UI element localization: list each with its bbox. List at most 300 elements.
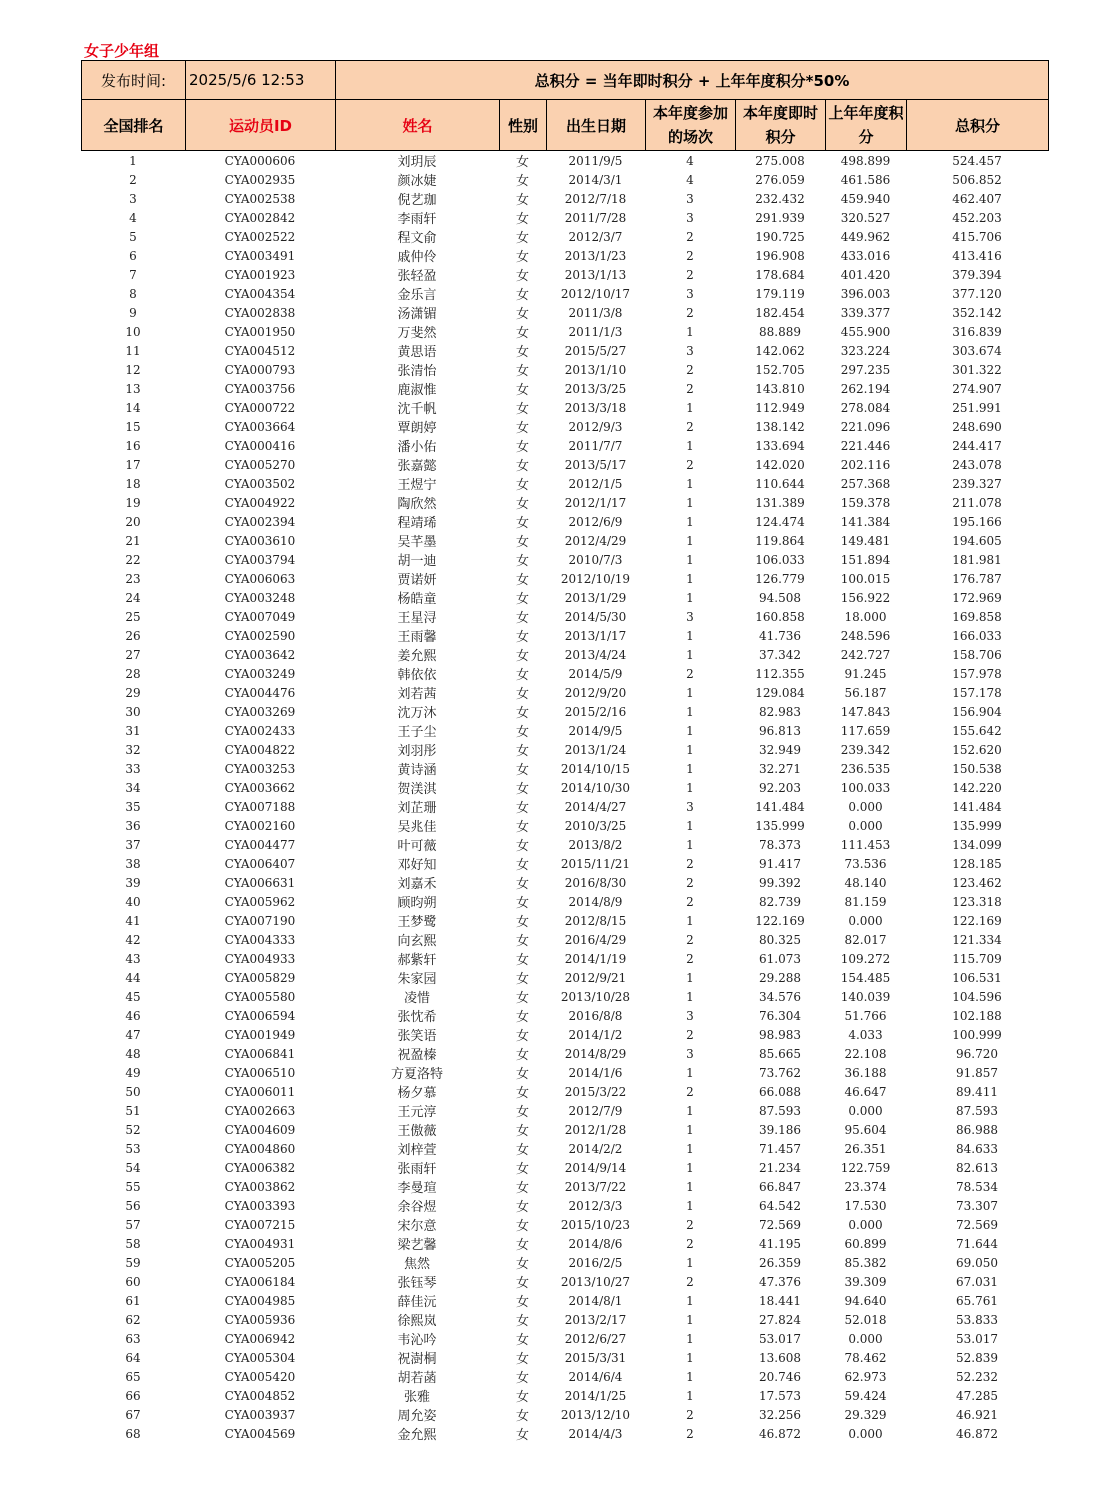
name-cell: 祝盈榛 — [397, 1048, 437, 1063]
athlete-id-cell: CYA002838 — [224, 305, 296, 320]
athlete-id-cell: CYA007215 — [224, 1217, 296, 1232]
rank-cell: 20 — [125, 514, 141, 529]
table-row — [81, 721, 1048, 740]
table-row — [81, 588, 1048, 607]
total-points-cell: 65.761 — [956, 1293, 998, 1308]
events-cell: 2 — [686, 1274, 694, 1289]
athlete-id-cell: CYA006011 — [224, 1084, 296, 1099]
table-row — [81, 1120, 1048, 1139]
last-year-points-cell: 141.384 — [840, 514, 891, 529]
birthdate-cell: 2015/10/23 — [560, 1217, 631, 1232]
birthdate-cell: 2015/5/27 — [564, 343, 627, 358]
birthdate-cell: 2014/5/9 — [568, 666, 623, 681]
current-points-cell: 119.864 — [755, 533, 805, 548]
gender-cell: 女 — [515, 288, 529, 303]
rank-cell: 32 — [125, 742, 141, 757]
gender-cell: 女 — [515, 934, 529, 949]
name-cell: 杨夕慕 — [397, 1086, 437, 1101]
total-points-cell: 211.078 — [952, 495, 1002, 510]
events-cell: 1 — [686, 533, 694, 548]
events-cell: 1 — [686, 723, 694, 738]
table-row — [81, 645, 1048, 664]
last-year-points-cell: 82.017 — [844, 932, 887, 947]
rank-cell: 31 — [125, 723, 141, 738]
birthdate-cell: 2011/9/5 — [568, 153, 623, 168]
last-year-points-cell: 26.351 — [844, 1141, 887, 1156]
birthdate-cell: 2013/8/2 — [568, 837, 623, 852]
name-cell: 张轻盈 — [397, 269, 437, 284]
name-cell: 汤潇镅 — [397, 307, 437, 322]
birthdate-cell: 2013/5/17 — [564, 457, 627, 472]
last-year-points-cell: 239.342 — [840, 742, 891, 757]
current-points-cell: 106.033 — [755, 552, 805, 567]
total-points-cell: 86.988 — [956, 1122, 998, 1137]
table-row — [81, 1367, 1048, 1386]
birthdate-cell: 2015/3/31 — [564, 1350, 627, 1365]
birthdate-cell: 2013/3/25 — [564, 381, 627, 396]
athlete-id-cell: CYA002663 — [224, 1103, 296, 1118]
athlete-id-cell: CYA004569 — [224, 1426, 296, 1441]
events-cell: 2 — [686, 932, 694, 947]
name-cell: 邓好知 — [397, 858, 437, 873]
name-cell: 王梦鹭 — [397, 915, 437, 930]
name-cell: 杨皓童 — [397, 592, 437, 607]
current-points-cell: 82.983 — [759, 704, 801, 719]
current-points-cell: 41.195 — [759, 1236, 801, 1251]
publish-label: 发布时间: — [82, 61, 186, 100]
rank-cell: 54 — [125, 1160, 141, 1175]
current-points-cell: 142.020 — [755, 457, 805, 472]
events-cell: 4 — [686, 153, 694, 168]
events-cell: 1 — [686, 571, 694, 586]
gender-cell: 女 — [515, 858, 529, 873]
rank-cell: 59 — [125, 1255, 141, 1270]
last-year-points-cell: 46.647 — [844, 1084, 887, 1099]
birthdate-cell: 2014/10/15 — [560, 761, 631, 776]
gender-cell: 女 — [515, 1105, 529, 1120]
total-points-cell: 91.857 — [956, 1065, 998, 1080]
rank-cell: 25 — [125, 609, 141, 624]
rank-cell: 53 — [125, 1141, 141, 1156]
last-year-points-cell: 62.973 — [844, 1369, 887, 1384]
total-points-cell: 67.031 — [956, 1274, 998, 1289]
rank-cell: 65 — [125, 1369, 141, 1384]
total-points-cell: 166.033 — [952, 628, 1002, 643]
col-header-name: 姓名 — [336, 100, 500, 151]
table-row — [81, 1196, 1048, 1215]
name-cell: 叶可薇 — [397, 839, 437, 854]
table-row — [81, 303, 1048, 322]
name-cell: 李曼瑄 — [397, 1181, 437, 1196]
name-cell: 余谷煜 — [397, 1200, 437, 1215]
events-cell: 3 — [686, 799, 694, 814]
events-cell: 1 — [686, 495, 694, 510]
athlete-id-cell: CYA002590 — [224, 628, 296, 643]
athlete-id-cell: CYA004333 — [224, 932, 296, 947]
name-cell: 顾昀朔 — [397, 896, 437, 911]
current-points-cell: 78.373 — [759, 837, 801, 852]
last-year-points-cell: 461.586 — [840, 172, 891, 187]
birthdate-cell: 2011/7/28 — [564, 210, 627, 225]
athlete-id-cell: CYA003642 — [224, 647, 296, 662]
athlete-id-cell: CYA004922 — [224, 495, 296, 510]
table-row — [81, 987, 1048, 1006]
last-year-points-cell: 433.016 — [840, 248, 891, 263]
table-row — [81, 607, 1048, 626]
gender-cell: 女 — [515, 1181, 529, 1196]
gender-cell: 女 — [515, 478, 529, 493]
athlete-id-cell: CYA006510 — [224, 1065, 296, 1080]
total-points-cell: 115.709 — [952, 951, 1002, 966]
table-row — [81, 1101, 1048, 1120]
table-row — [81, 1215, 1048, 1234]
total-points-cell: 316.839 — [952, 324, 1002, 339]
total-points-cell: 123.462 — [952, 875, 1002, 890]
last-year-points-cell: 0.000 — [848, 913, 883, 928]
current-points-cell: 178.684 — [755, 267, 805, 282]
total-points-cell: 379.394 — [952, 267, 1002, 282]
current-points-cell: 39.186 — [759, 1122, 801, 1137]
athlete-id-cell: CYA006942 — [224, 1331, 296, 1346]
total-points-cell: 352.142 — [952, 305, 1002, 320]
gender-cell: 女 — [515, 535, 529, 550]
current-points-cell: 66.847 — [759, 1179, 801, 1194]
gender-cell: 女 — [515, 1371, 529, 1386]
current-points-cell: 91.417 — [759, 856, 801, 871]
athlete-id-cell: CYA004931 — [224, 1236, 296, 1251]
table-row — [81, 151, 1048, 170]
gender-cell: 女 — [515, 953, 529, 968]
events-cell: 1 — [686, 590, 694, 605]
gender-cell: 女 — [515, 1352, 529, 1367]
birthdate-cell: 2012/10/17 — [560, 286, 631, 301]
table-row — [81, 360, 1048, 379]
col-header-total-points: 总积分 — [907, 100, 1049, 151]
events-cell: 1 — [686, 647, 694, 662]
gender-cell: 女 — [515, 668, 529, 683]
athlete-id-cell: CYA002935 — [224, 172, 296, 187]
last-year-points-cell: 159.378 — [840, 495, 891, 510]
athlete-id-cell: CYA007049 — [224, 609, 296, 624]
table-row — [81, 1044, 1048, 1063]
gender-cell: 女 — [515, 174, 529, 189]
total-points-cell: 274.907 — [952, 381, 1002, 396]
last-year-points-cell: 257.368 — [840, 476, 891, 491]
athlete-id-cell: CYA003248 — [224, 590, 296, 605]
birthdate-cell: 2014/1/6 — [568, 1065, 623, 1080]
total-points-cell: 106.531 — [952, 970, 1002, 985]
current-points-cell: 143.810 — [755, 381, 805, 396]
athlete-id-cell: CYA004860 — [224, 1141, 296, 1156]
name-cell: 陶欣然 — [397, 497, 437, 512]
rank-cell: 36 — [125, 818, 141, 833]
last-year-points-cell: 36.188 — [844, 1065, 887, 1080]
gender-cell: 女 — [515, 516, 529, 531]
birthdate-cell: 2011/3/8 — [568, 305, 623, 320]
table-row — [81, 911, 1048, 930]
table-row — [81, 1424, 1048, 1443]
col-header-birthdate: 出生日期 — [547, 100, 646, 151]
birthdate-cell: 2015/2/16 — [564, 704, 627, 719]
last-year-points-cell: 100.015 — [840, 571, 891, 586]
total-points-cell: 195.166 — [952, 514, 1002, 529]
rank-cell: 27 — [125, 647, 141, 662]
events-cell: 2 — [686, 894, 694, 909]
last-year-points-cell: 0.000 — [848, 1426, 883, 1441]
athlete-id-cell: CYA005420 — [224, 1369, 296, 1384]
events-cell: 3 — [686, 210, 694, 225]
total-points-cell: 52.232 — [956, 1369, 998, 1384]
birthdate-cell: 2013/4/24 — [564, 647, 627, 662]
gender-cell: 女 — [515, 193, 529, 208]
last-year-points-cell: 151.894 — [840, 552, 891, 567]
table-row — [81, 189, 1048, 208]
last-year-points-cell: 449.962 — [840, 229, 891, 244]
name-cell: 张嘉懿 — [397, 459, 437, 474]
total-points-cell: 102.188 — [952, 1008, 1002, 1023]
total-points-cell: 47.285 — [956, 1388, 998, 1403]
name-cell: 倪艺珈 — [397, 193, 437, 208]
last-year-points-cell: 100.033 — [840, 780, 891, 795]
total-points-cell: 100.999 — [952, 1027, 1002, 1042]
total-points-cell: 524.457 — [952, 153, 1002, 168]
gender-cell: 女 — [515, 1219, 529, 1234]
athlete-id-cell: CYA006184 — [224, 1274, 296, 1289]
gender-cell: 女 — [515, 1200, 529, 1215]
events-cell: 2 — [686, 1426, 694, 1441]
birthdate-cell: 2010/3/25 — [564, 818, 627, 833]
athlete-id-cell: CYA003269 — [224, 704, 296, 719]
last-year-points-cell: 94.640 — [844, 1293, 887, 1308]
name-cell: 金允熙 — [397, 1428, 437, 1443]
athlete-id-cell: CYA005936 — [224, 1312, 296, 1327]
last-year-points-cell: 242.727 — [840, 647, 891, 662]
rank-cell: 67 — [125, 1407, 141, 1422]
table-row — [81, 265, 1048, 284]
events-cell: 1 — [686, 989, 694, 1004]
birthdate-cell: 2016/8/30 — [564, 875, 627, 890]
table-row — [81, 417, 1048, 436]
events-cell: 1 — [686, 1388, 694, 1403]
total-points-cell: 169.858 — [952, 609, 1002, 624]
rank-cell: 40 — [125, 894, 141, 909]
table-row — [81, 379, 1048, 398]
last-year-points-cell: 18.000 — [844, 609, 887, 624]
name-cell: 胡若菡 — [397, 1371, 437, 1386]
name-cell: 刘玥辰 — [397, 155, 437, 170]
birthdate-cell: 2010/7/3 — [568, 552, 623, 567]
gender-cell: 女 — [515, 839, 529, 854]
gender-cell: 女 — [515, 782, 529, 797]
birthdate-cell: 2013/12/10 — [560, 1407, 631, 1422]
rank-cell: 8 — [129, 286, 137, 301]
table-row — [81, 1158, 1048, 1177]
events-cell: 1 — [686, 1255, 694, 1270]
table-row — [81, 1139, 1048, 1158]
birthdate-cell: 2014/4/27 — [564, 799, 627, 814]
athlete-id-cell: CYA005962 — [224, 894, 296, 909]
table-row — [81, 1405, 1048, 1424]
total-points-cell: 157.178 — [952, 685, 1002, 700]
last-year-points-cell: 140.039 — [840, 989, 891, 1004]
rank-cell: 26 — [125, 628, 141, 643]
events-cell: 2 — [686, 1084, 694, 1099]
gender-cell: 女 — [515, 1010, 529, 1025]
gender-cell: 女 — [515, 326, 529, 341]
gender-cell: 女 — [515, 497, 529, 512]
name-cell: 凌惜 — [403, 991, 430, 1006]
athlete-id-cell: CYA005270 — [224, 457, 296, 472]
birthdate-cell: 2014/8/1 — [568, 1293, 623, 1308]
table-row — [81, 531, 1048, 550]
athlete-id-cell: CYA006063 — [224, 571, 296, 586]
gender-cell: 女 — [515, 725, 529, 740]
header-table — [81, 60, 1049, 151]
total-points-cell: 96.720 — [956, 1046, 998, 1061]
last-year-points-cell: 39.309 — [844, 1274, 887, 1289]
gender-cell: 女 — [515, 630, 529, 645]
last-year-points-cell: 262.194 — [840, 381, 891, 396]
athlete-id-cell: CYA001949 — [224, 1027, 296, 1042]
table-row — [81, 1272, 1048, 1291]
rank-cell: 9 — [129, 305, 137, 320]
table-row — [81, 569, 1048, 588]
gender-cell: 女 — [515, 611, 529, 626]
birthdate-cell: 2013/7/22 — [564, 1179, 627, 1194]
last-year-points-cell: 52.018 — [844, 1312, 887, 1327]
rank-cell: 21 — [125, 533, 141, 548]
gender-cell: 女 — [515, 1295, 529, 1310]
events-cell: 3 — [686, 343, 694, 358]
total-points-cell: 150.538 — [952, 761, 1002, 776]
total-points-cell: 251.991 — [952, 400, 1002, 415]
last-year-points-cell: 323.224 — [840, 343, 891, 358]
rank-cell: 11 — [125, 343, 141, 358]
last-year-points-cell: 154.485 — [840, 970, 891, 985]
athlete-id-cell: CYA004512 — [224, 343, 296, 358]
name-cell: 朱家园 — [397, 972, 437, 987]
rank-cell: 14 — [125, 400, 141, 415]
rank-cell: 19 — [125, 495, 141, 510]
current-points-cell: 112.355 — [755, 666, 805, 681]
col-header-athlete-id: 运动员ID — [186, 100, 336, 151]
athlete-id-cell: CYA002538 — [224, 191, 296, 206]
birthdate-cell: 2012/3/3 — [568, 1198, 623, 1213]
rank-cell: 52 — [125, 1122, 141, 1137]
events-cell: 2 — [686, 1407, 694, 1422]
gender-cell: 女 — [515, 554, 529, 569]
table-row — [81, 740, 1048, 759]
last-year-points-cell: 91.245 — [844, 666, 887, 681]
name-cell: 焦然 — [403, 1257, 430, 1272]
events-cell: 2 — [686, 1027, 694, 1042]
current-points-cell: 160.858 — [755, 609, 805, 624]
athlete-id-cell: CYA005304 — [224, 1350, 296, 1365]
table-row — [81, 1234, 1048, 1253]
table-row — [81, 284, 1048, 303]
current-points-cell: 135.999 — [755, 818, 805, 833]
events-cell: 2 — [686, 229, 694, 244]
rank-cell: 22 — [125, 552, 141, 567]
athlete-id-cell: CYA004477 — [224, 837, 296, 852]
last-year-points-cell: 396.003 — [840, 286, 891, 301]
gender-cell: 女 — [515, 307, 529, 322]
total-points-cell: 123.318 — [952, 894, 1002, 909]
athlete-id-cell: CYA000606 — [224, 153, 296, 168]
current-points-cell: 190.725 — [755, 229, 805, 244]
birthdate-cell: 2013/1/10 — [564, 362, 627, 377]
gender-cell: 女 — [515, 231, 529, 246]
current-points-cell: 71.457 — [759, 1141, 801, 1156]
athlete-id-cell: CYA006631 — [224, 875, 296, 890]
total-points-cell: 72.569 — [956, 1217, 998, 1232]
events-cell: 1 — [686, 1179, 694, 1194]
total-points-cell: 73.307 — [956, 1198, 998, 1213]
total-points-cell: 415.706 — [952, 229, 1002, 244]
birthdate-cell: 2014/3/1 — [568, 172, 623, 187]
current-points-cell: 129.084 — [755, 685, 805, 700]
events-cell: 1 — [686, 552, 694, 567]
last-year-points-cell: 117.659 — [840, 723, 891, 738]
rank-cell: 41 — [125, 913, 141, 928]
current-points-cell: 133.694 — [755, 438, 805, 453]
gender-cell: 女 — [515, 1124, 529, 1139]
table-row — [81, 854, 1048, 873]
athlete-id-cell: CYA003756 — [224, 381, 296, 396]
name-cell: 张雅 — [403, 1390, 430, 1405]
total-points-cell: 134.099 — [952, 837, 1002, 852]
rank-cell: 12 — [125, 362, 141, 377]
total-points-cell: 243.078 — [952, 457, 1002, 472]
last-year-points-cell: 109.272 — [840, 951, 891, 966]
total-points-cell: 506.852 — [952, 172, 1002, 187]
name-cell: 张雨轩 — [397, 1162, 437, 1177]
athlete-id-cell: CYA004852 — [224, 1388, 296, 1403]
name-cell: 沈万沐 — [397, 706, 437, 721]
last-year-points-cell: 23.374 — [844, 1179, 887, 1194]
rank-cell: 60 — [125, 1274, 141, 1289]
gender-cell: 女 — [515, 649, 529, 664]
last-year-points-cell: 0.000 — [848, 1331, 883, 1346]
athlete-id-cell: CYA002433 — [224, 723, 296, 738]
col-header-last-year-points: 上年年度积分 — [826, 100, 907, 151]
events-cell: 3 — [686, 1046, 694, 1061]
current-points-cell: 18.441 — [759, 1293, 801, 1308]
table-row — [81, 702, 1048, 721]
rank-cell: 39 — [125, 875, 141, 890]
rank-cell: 33 — [125, 761, 141, 776]
rank-cell: 15 — [125, 419, 141, 434]
current-points-cell: 27.824 — [759, 1312, 801, 1327]
rank-cell: 17 — [125, 457, 141, 472]
last-year-points-cell: 459.940 — [840, 191, 891, 206]
table-row — [81, 227, 1048, 246]
last-year-points-cell: 0.000 — [848, 818, 883, 833]
name-cell: 沈千帆 — [397, 402, 437, 417]
gender-cell: 女 — [515, 155, 529, 170]
current-points-cell: 196.908 — [755, 248, 805, 263]
athlete-id-cell: CYA001923 — [224, 267, 296, 282]
athlete-id-cell: CYA000722 — [224, 400, 296, 415]
rank-cell: 4 — [129, 210, 137, 225]
birthdate-cell: 2013/1/17 — [564, 628, 627, 643]
current-points-cell: 37.342 — [759, 647, 801, 662]
table-row — [81, 341, 1048, 360]
birthdate-cell: 2015/3/22 — [564, 1084, 627, 1099]
birthdate-cell: 2012/1/17 — [564, 495, 627, 510]
name-cell: 梁艺馨 — [397, 1238, 437, 1253]
current-points-cell: 73.762 — [759, 1065, 801, 1080]
